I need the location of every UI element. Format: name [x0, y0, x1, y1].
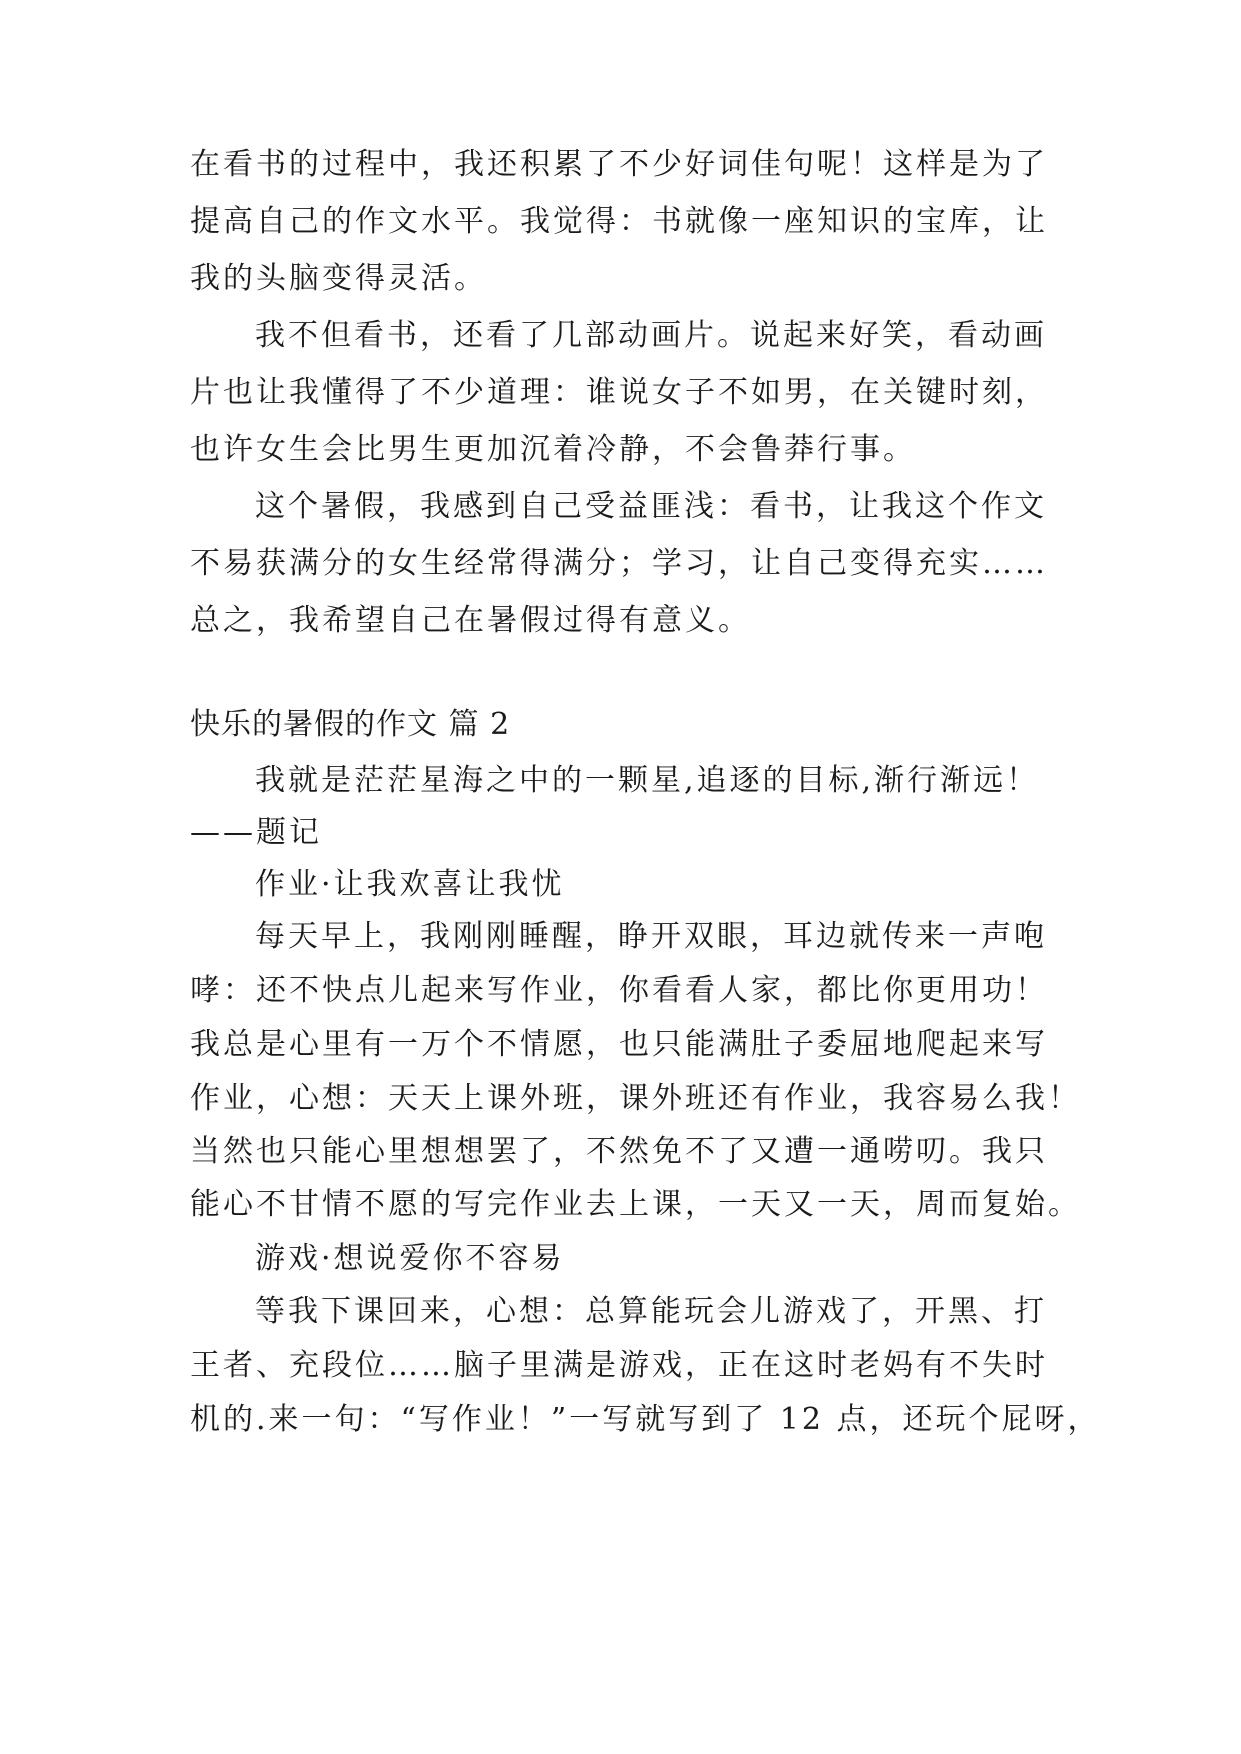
paragraph-first-line: 等我下课回来，心想：总算能玩会儿游戏了，开黑、打 [255, 1294, 1047, 1329]
paragraph-first-line: 这个暑假，我感到自己受益匪浅：看书，让我这个作文 [255, 489, 1047, 524]
text-line: 在看书的过程中，我还积累了不少好词佳句呢！这样是为了 [190, 147, 1048, 182]
section-heading: 快乐的暑假的作文 篇 2 [190, 707, 511, 742]
text-line: 能心不甘情不愿的写完作业去上课，一天又一天，周而复始。 [190, 1187, 1081, 1222]
text-line: 总之，我希望自己在暑假过得有意义。 [190, 603, 751, 638]
text-line: 机的.来一句：“写作业！”一写就写到了 12 点，还玩个屁呀， [190, 1402, 1101, 1437]
text-line: 我的头脑变得灵活。 [190, 261, 487, 296]
subsection-heading: 作业·让我欢喜让我忧 [255, 867, 565, 902]
text-line: 我总是心里有一万个不情愿，也只能满肚子委屈地爬起来写 [190, 1027, 1048, 1062]
text-line: 哮：还不快点儿起来写作业，你看看人家，都比你更用功！ [190, 973, 1048, 1008]
epigraph-attribution: ——题记 [190, 815, 322, 850]
text-line: 片也让我懂得了不少道理：谁说女子不如男，在关键时刻， [190, 375, 1048, 410]
text-line: 不易获满分的女生经常得满分；学习，让自己变得充实…… [190, 546, 1048, 581]
text-line: 王者、充段位……脑子里满是游戏，正在这时老妈有不失时 [190, 1348, 1048, 1383]
subsection-heading: 游戏·想说爱你不容易 [255, 1241, 565, 1276]
paragraph-first-line: 每天早上，我刚刚睡醒，睁开双眼，耳边就传来一声咆 [255, 919, 1047, 954]
text-line: 提高自己的作文水平。我觉得：书就像一座知识的宝库，让 [190, 204, 1048, 239]
text-line: 当然也只能心里想想罢了，不然免不了又遭一通唠叨。我只 [190, 1134, 1048, 1169]
text-line: 也许女生会比男生更加沉着冷静，不会鲁莽行事。 [190, 432, 916, 467]
epigraph: 我就是茫茫星海之中的一颗星,追逐的目标,渐行渐远！ [255, 763, 1040, 798]
paragraph-first-line: 我不但看书，还看了几部动画片。说起来好笑，看动画 [255, 318, 1047, 353]
text-line: 作业，心想：天天上课外班，课外班还有作业，我容易么我！ [190, 1081, 1081, 1116]
